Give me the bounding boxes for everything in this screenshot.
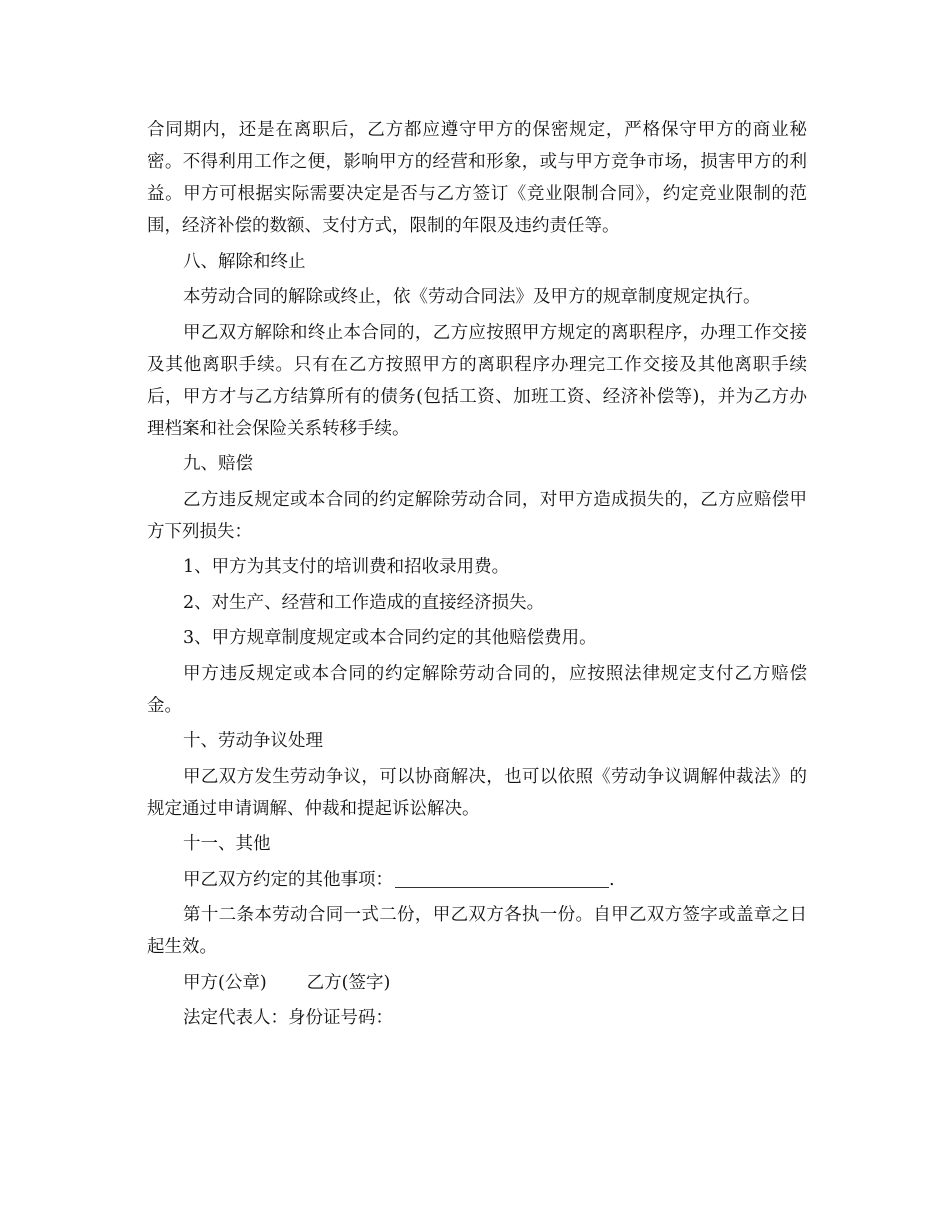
list-item-direct-losses: 2、对生产、经营和工作造成的直接经济损失。 bbox=[183, 592, 545, 613]
list-item-training-fees: 1、甲方为其支付的培训费和招收录用费。 bbox=[183, 557, 510, 577]
paragraph-other-matters bbox=[147, 864, 807, 896]
fill-in-blank-line bbox=[395, 869, 609, 888]
party-a-seal-label: 甲方(公章) bbox=[183, 972, 267, 993]
section-heading-other: 十一、其他 bbox=[183, 834, 271, 854]
paragraph-employer-compensation: 甲方违反规定或本合同的约定解除劳动合同的，应按照法律规定支付乙方赔偿金。 bbox=[147, 663, 807, 716]
signature-line-representative: 法定代表人：身份证号码： bbox=[183, 1008, 393, 1028]
section-heading-compensation: 九、赔偿 bbox=[183, 454, 253, 474]
paragraph-dispute-resolution: 甲乙双方发生劳动争议，可以协商解决，也可以依照《劳动争议调解仲裁法》的规定通过申请调解、仲裁和提起诉讼解决。 bbox=[147, 766, 807, 819]
section-heading-termination: 八、解除和终止 bbox=[183, 251, 306, 272]
signature-line-parties bbox=[147, 967, 807, 999]
list-item-other-costs: 3、甲方规章制度规定或本合同约定的其他赔偿费用。 bbox=[183, 628, 597, 648]
paragraph-compensation-intro: 乙方违反规定或本合同的约定解除劳动合同，对甲方造成损失的，乙方应赔偿甲方下列损失： bbox=[147, 489, 807, 542]
other-matters-label: 甲乙双方约定的其他事项： bbox=[183, 869, 393, 890]
section-heading-dispute: 十、劳动争议处理 bbox=[183, 731, 323, 751]
document-body bbox=[147, 114, 807, 1038]
other-matters-period: . bbox=[609, 869, 615, 890]
paragraph-confidentiality-continued: 合同期内，还是在离职后，乙方都应遵守甲方的保密规定，严格保守甲方的商业秘密。不得利用工作之便，影响甲方的经营和形象，或与甲方竞争市场，损害甲方的利益。甲方可根据实际需要决定是否与乙方签订《竞业限制合同》，约定竞业限制的范围，经济补偿的数额、支付方式，限制的年限及违约责任等。 bbox=[147, 120, 807, 236]
party-b-signature-label: 乙方(签字) bbox=[306, 972, 391, 993]
paragraph-termination-procedure: 甲乙双方解除和终止本合同的，乙方应按照甲方规定的离职程序，办理工作交接及其他离职手续。只有在乙方按照甲方的离职程序办理完工作交接及其他离职手续后，甲方才与乙方结算所有的债务(包括工资、加班工资、经济补偿等)，并为乙方办理档案和社会保险关系转移手续。 bbox=[147, 322, 807, 439]
paragraph-effectiveness: 第十二条本劳动合同一式二份，甲乙双方各执一份。自甲乙双方签字或盖章之日起生效。 bbox=[147, 905, 807, 957]
paragraph-termination-basis: 本劳动合同的解除或终止，依《劳动合同法》及甲方的规章制度规定执行。 bbox=[183, 287, 761, 307]
